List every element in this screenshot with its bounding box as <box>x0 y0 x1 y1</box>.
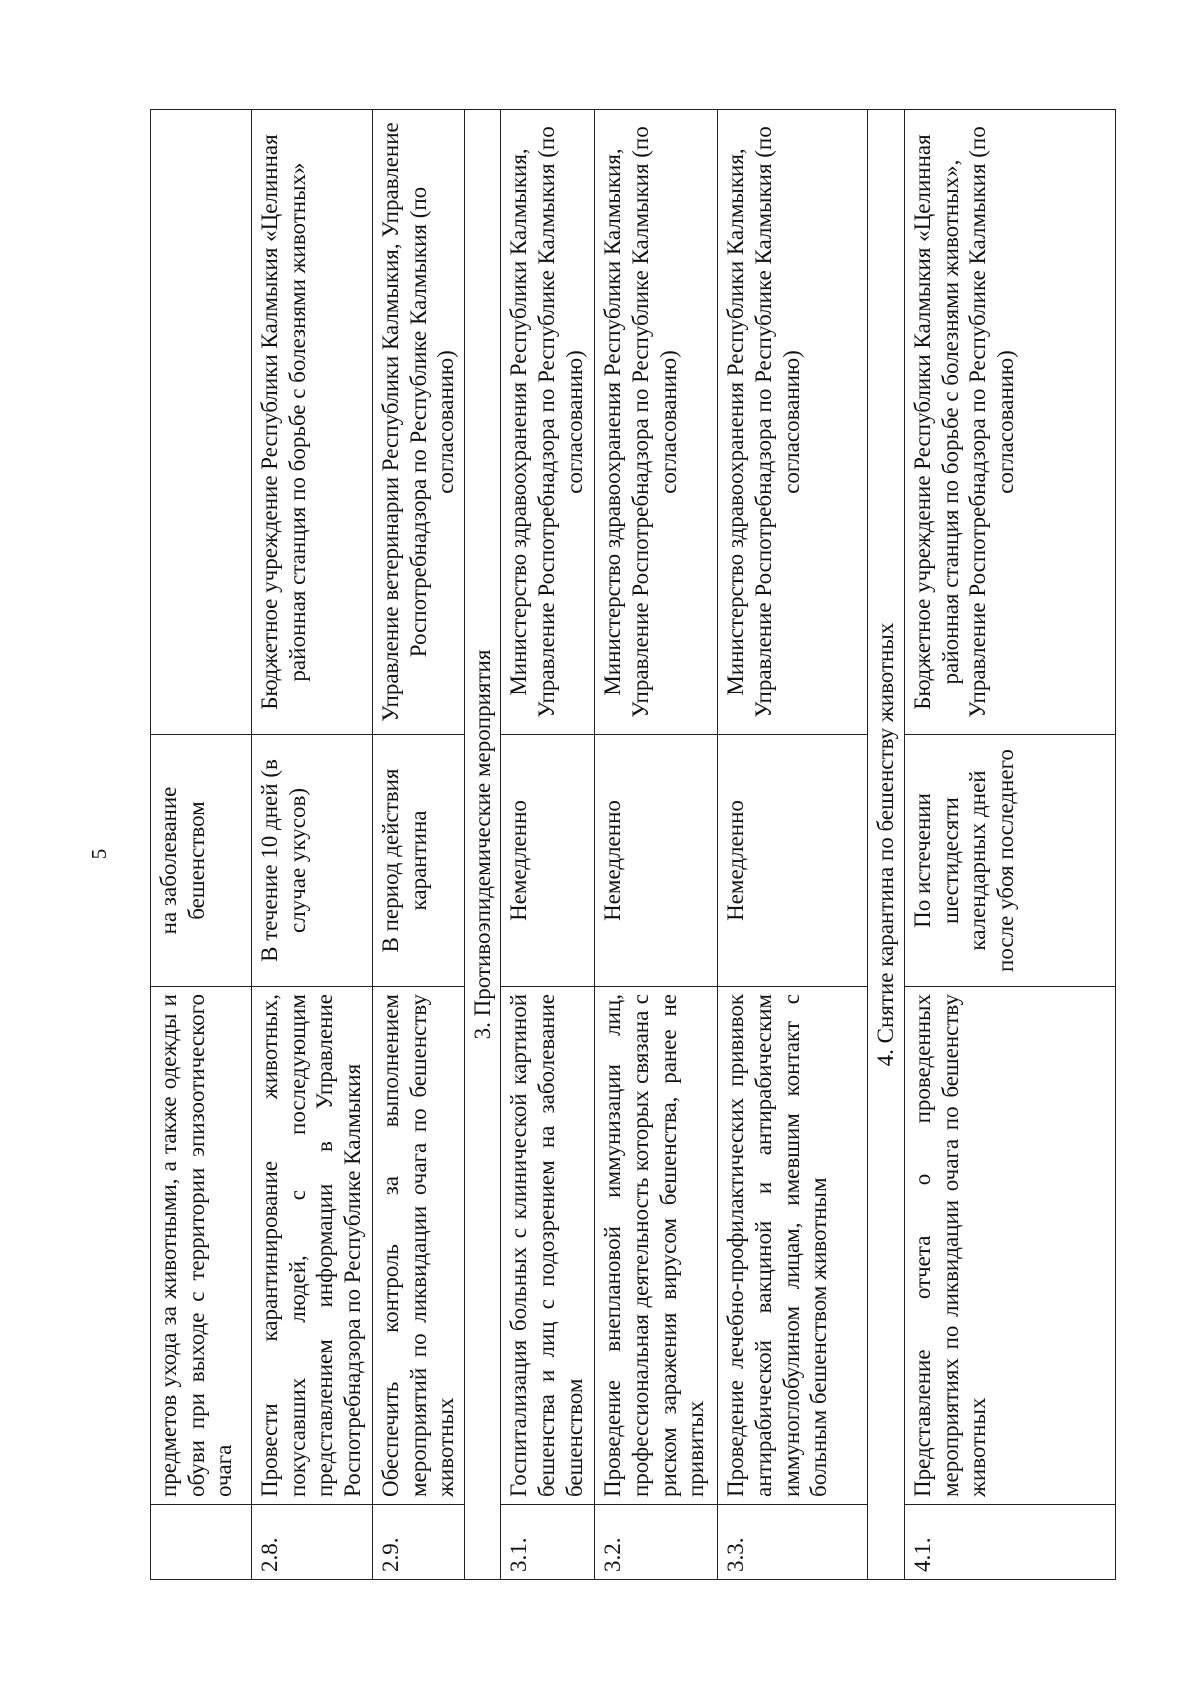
action-cell: Провести карантинирование животных, покусавших людей, с последующим представлением информации в Управление Роспотребнадзора по Республике Калмыкия <box>252 987 373 1505</box>
row-number: 2.9. <box>373 1505 465 1580</box>
table-row <box>373 110 465 1580</box>
responsible-cell: Управление ветеринарии Республики Калмыкия, Управление Роспотребнадзора по Республике Калмыкия (по согласованию) <box>373 110 465 735</box>
table-row <box>501 110 595 1580</box>
table-row <box>595 110 718 1580</box>
action-cell: Представление отчета о проведенных мероприятиях по ликвидации очага по бешенству животных <box>904 987 1115 1505</box>
action-cell: Обеспечить контроль за выполнением мероприятий по ликвидации очага по бешенству животных <box>373 987 465 1505</box>
term-cell: В течение 10 дней (в случае укусов) <box>252 735 373 987</box>
term-cell: По истечении шестидесяти календарных дней после убоя последнего <box>904 735 1115 987</box>
term-cell: Немедленно <box>501 735 595 987</box>
responsible-cell: Бюджетное учреждение Республики Калмыкия «Целинная районная станция по борьбе с болезнями животных» <box>252 110 373 735</box>
table-row <box>904 110 1115 1580</box>
responsible-cell: Министерство здравоохранения Республики Калмыкия, Управление Роспотребнадзора по Республике Калмыкия (по согласованию) <box>718 110 868 735</box>
row-number: 3.2. <box>595 1505 718 1580</box>
term-cell: на заболевание бешенством <box>151 735 252 987</box>
responsible-cell: Министерство здравоохранения Республики Калмыкия, Управление Роспотребнадзора по Республике Калмыкия (по согласованию) <box>501 110 595 735</box>
section-heading: 3. Противоэпидемические мероприятия <box>464 110 501 1580</box>
term-cell: В период действия карантина <box>373 735 465 987</box>
rotated-page-content <box>150 110 1108 1580</box>
section-row <box>464 110 501 1580</box>
table-row <box>151 110 252 1580</box>
row-number: 2.8. <box>252 1505 373 1580</box>
term-cell: Немедленно <box>595 735 718 987</box>
responsible-cell <box>151 110 252 735</box>
responsible-cell: Министерство здравоохранения Республики Калмыкия, Управление Роспотребнадзора по Республике Калмыкия (по согласованию) <box>595 110 718 735</box>
action-cell: Госпитализация больных с клинической картиной бешенства и лиц с подозрением на заболевание бешенством <box>501 987 595 1505</box>
section-heading: 4. Снятие карантина по бешенству животных <box>868 110 905 1580</box>
measures-table <box>150 109 1116 1580</box>
row-number: 3.1. <box>501 1505 595 1580</box>
action-cell: Проведение внеплановой иммунизации лиц, профессиональная деятельность которых связана с риском заражения вирусом бешенства, ранее не привитых <box>595 987 718 1505</box>
action-cell: Проведение лечебно-профилактических прививок антирабической вакциной и антирабическим иммуноглобулином лицам, имевшим контакт с больным бешенством животным <box>718 987 868 1505</box>
page-number: 5 <box>87 848 111 860</box>
row-number: 3.3. <box>718 1505 868 1580</box>
table-row <box>718 110 868 1580</box>
row-number: 4.1. <box>904 1505 1115 1580</box>
section-row <box>868 110 905 1580</box>
term-cell: Немедленно <box>718 735 868 987</box>
responsible-cell: Бюджетное учреждение Республики Калмыкия «Целинная районная станция по борьбе с болезнями животных», Управление Роспотребнадзора по Республике Калмыкия (по согласованию) <box>904 110 1115 735</box>
action-cell: предметов ухода за животными, а также одежды и обуви при выходе с территории эпизоотического очага <box>151 987 252 1505</box>
table-row <box>252 110 373 1580</box>
row-number <box>151 1505 252 1580</box>
